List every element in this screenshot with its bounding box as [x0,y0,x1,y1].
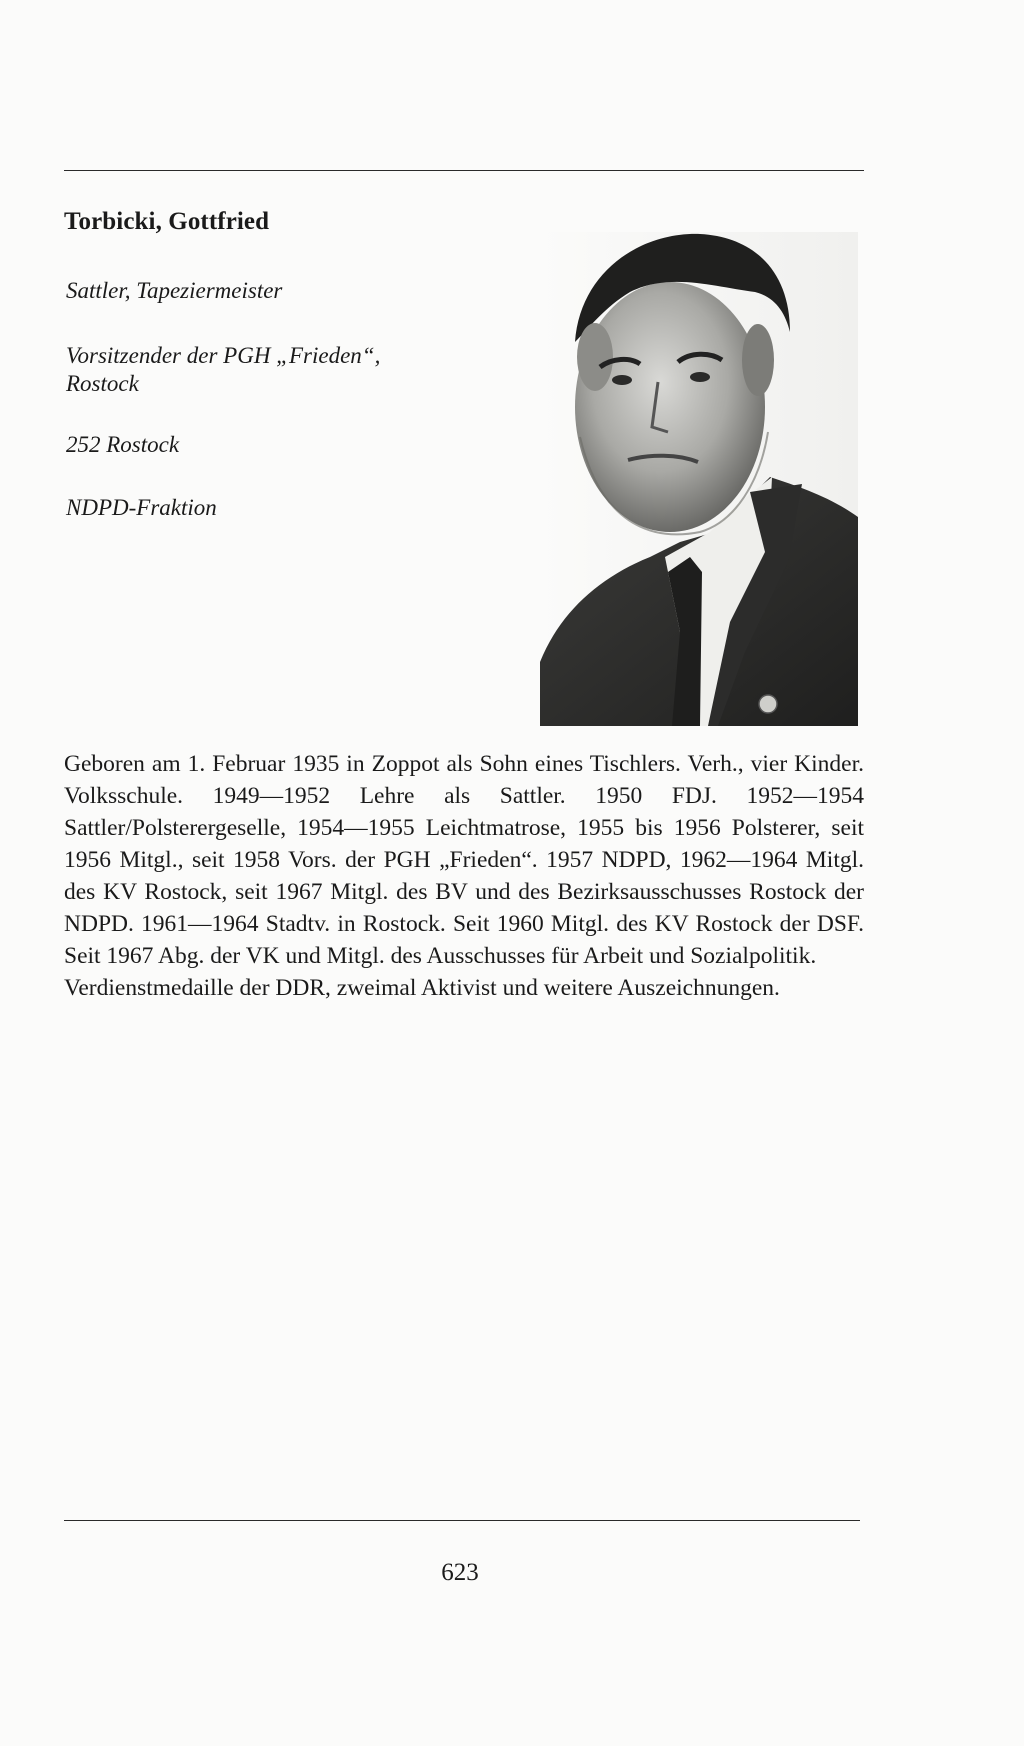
biography [64,748,864,1004]
bottom-rule [64,1520,860,1521]
biography-paragraph: Geboren am 1. Februar 1935 in Zoppot als Sohn eines Tischlers. Verh., vier Kinder. Volksschule. 1949—1952 Lehre als Sattler. 1950 FDJ. 1952—1954 Sattler/Polsterergeselle, 1954—1955 Leichtmatrose, 1955 bis 1956 Polsterer, seit 1956 Mitgl., seit 1958 Vors. der PGH „Frieden“. 1957 NDPD, 1962—1964 Mitgl. des KV Rostock, seit 1967 Mitgl. des BV und des Bezirksausschusses Rostock der NDPD. 1961—1964 Stadtv. in Rostock. Seit 1960 Mitgl. des KV Rostock der DSF. Seit 1967 Abg. der VK und Mitgl. des Ausschusses für Arbeit und Sozialpolitik. [64,751,864,969]
page-number: 623 [441,1559,479,1586]
entry-faction: NDPD-Fraktion [66,495,217,520]
entry-position [66,342,486,398]
portrait-photo [540,232,858,726]
entry-position-line-1: Vorsitzender der PGH „Frieden“, [66,343,381,368]
biography-paragraph: Verdienstmedaille der DDR, zweimal Aktivist und weitere Auszeichnungen. [64,975,780,1001]
entry-name: Torbicki, Gottfried [64,208,270,235]
top-rule [64,170,864,171]
entry-address: 252 Rostock [66,432,180,457]
entry-occupation: Sattler, Tapeziermeister [66,278,283,303]
portrait-photo-icon [540,232,858,726]
entry-position-line-2: Rostock [66,371,139,396]
